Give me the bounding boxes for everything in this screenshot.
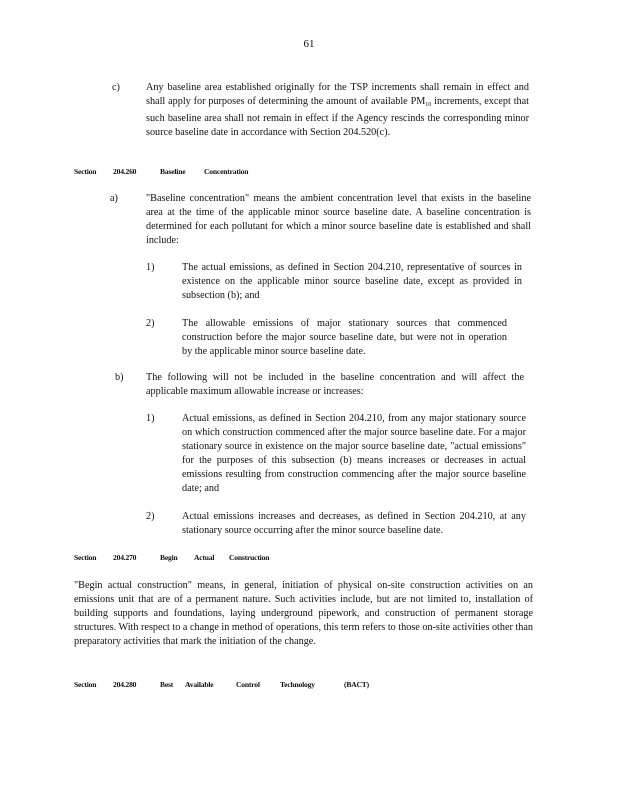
item-b2-text: Actual emissions increases and decreases, as defined in Section 204.210, at any stationary source occurring after the minor source baseline date. xyxy=(182,511,526,536)
page-number: 61 xyxy=(303,38,315,50)
item-c-text-main: Any baseline area established originally for the TSP increments shall remain in effect and shall apply for purposes of determining the amount of available PM xyxy=(146,82,529,107)
item-c-text xyxy=(146,81,529,140)
section-number: 204.260 xyxy=(113,167,137,176)
item-b1-text: Actual emissions, as defined in Section 204.210, from any major stationary source on which construction commenced after the major source baseline date. For a major stationary source in existence on the major source baseline date, "actual emissions" for the purposes of this subsection (b) means increases or decreases in actual emissions resulting from construction commencing after the major source baseline date; and xyxy=(182,413,526,494)
section-label: Section xyxy=(74,167,97,176)
section-title-word: Actual xyxy=(194,553,215,562)
section-204-270-text: "Begin actual construction" means, in general, initiation of physical on-site construction activities on an emissions unit that are of a permanent nature. Such activities include, but are not limited to, installation of building supports and foundations, laying underground pipework, and construction of permanent storage structures. With respect to a change in method of operations, this term refers to those on-site activities other than preparatory activities that mark the initiation of the change. xyxy=(74,580,533,647)
section-title-word: Begin xyxy=(160,553,178,562)
item-a2-text: The allowable emissions of major stationary sources that commenced construction before the major source baseline date, but were not in operation by the applicable minor source baseline date. xyxy=(182,318,507,357)
section-title-word: (BACT) xyxy=(344,680,369,689)
section-title-word: Concentration xyxy=(204,167,249,176)
section-number: 204.280 xyxy=(113,680,137,689)
item-b-marker: b) xyxy=(115,372,124,383)
item-b1-marker: 1) xyxy=(146,413,155,424)
item-a-marker: a) xyxy=(110,193,118,204)
item-c-marker: c) xyxy=(112,82,120,93)
section-204-260-heading xyxy=(74,167,274,177)
item-b2-marker: 2) xyxy=(146,511,155,522)
item-a1-marker: 1) xyxy=(146,262,155,273)
section-title-word: Construction xyxy=(229,553,270,562)
section-204-270-heading xyxy=(74,553,314,563)
section-label: Section xyxy=(74,680,97,689)
item-b-text: The following will not be included in the baseline concentration and will affect the applicable maximum allowable increase or increases: xyxy=(146,372,524,397)
item-a1-text: The actual emissions, as defined in Section 204.210, representative of sources in existence on the applicable minor source baseline date, except as provided in subsection (b); and xyxy=(182,262,522,301)
item-a2-marker: 2) xyxy=(146,318,155,329)
section-number: 204.270 xyxy=(113,553,137,562)
item-a-text: "Baseline concentration" means the ambient concentration level that exists in the baseline area at the time of the applicable minor source baseline date. A baseline concentration is determined for each pollutant for which a minor source baseline date is established and shall include: xyxy=(146,193,531,246)
section-title-word: Baseline xyxy=(160,167,186,176)
section-title-word: Best xyxy=(160,680,174,689)
item-c-text-rest: increments, except that such baseline area shall not remain in effect if the Agency rescinds the corresponding minor source baseline date in accordance with Section 204.520(c). xyxy=(146,96,529,138)
section-title-word: Control xyxy=(236,680,260,689)
pm-subscript: 10 xyxy=(425,102,432,108)
section-204-280-heading xyxy=(74,680,374,690)
section-title-word: Available xyxy=(185,680,214,689)
section-title-word: Technology xyxy=(280,680,315,689)
section-label: Section xyxy=(74,553,97,562)
